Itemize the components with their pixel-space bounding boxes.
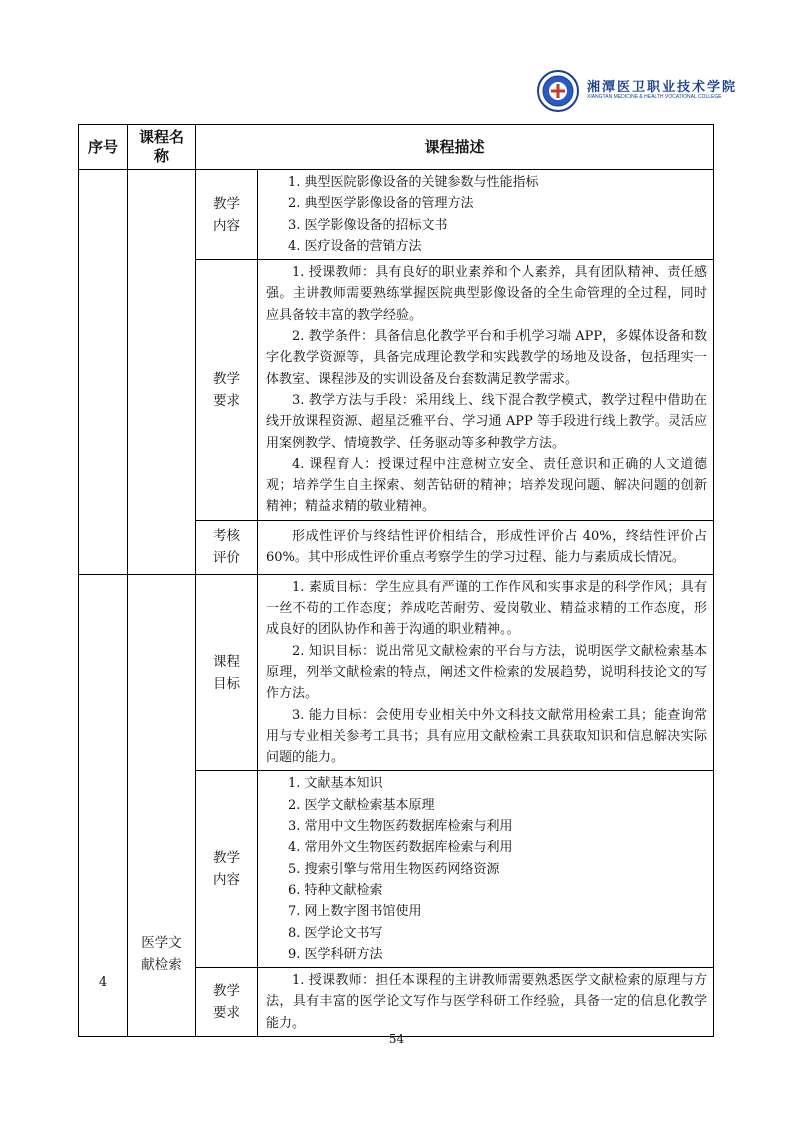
college-logo bbox=[535, 70, 738, 112]
block2-objectives-text bbox=[258, 574, 714, 771]
list-item: 2. 典型医学影像设备的管理方法 bbox=[288, 196, 474, 212]
block1-assessment-label: 考核评价 bbox=[196, 520, 258, 574]
list-item: 7. 网上数字图书馆使用 bbox=[288, 904, 422, 920]
paragraph: 4. 课程育人：授课过程中注意树立安全、责任意识和正确的人文道德观；培养学生自主探索、刻苦钻研的精神；培养发现问题、解决问题的创新精神；精益求精的敬业精神。 bbox=[266, 456, 707, 515]
paragraph: 3. 能力目标：会使用专业相关中外文科技文献常用检索工具；能查询常用与专业相关参考工具书；具有应用文献检索工具获取知识和信息解决实际问题的能力。 bbox=[266, 707, 707, 766]
list-item: 9. 医学科研方法 bbox=[288, 946, 383, 962]
block1-seq bbox=[79, 170, 128, 575]
paragraph: 3. 教学方法与手段：采用线上、线下混合教学模式，教学过程中借助在线开放课程资源、超星泛雅平台、学习通 APP 等手段进行线上教学。灵活应用案例教学、情境教学、任务驱动等多种教学方法。 bbox=[266, 392, 707, 451]
block1-name bbox=[128, 170, 196, 575]
list-item: 6. 特种文献检索 bbox=[288, 882, 383, 898]
block2-seq: 4 bbox=[79, 574, 128, 1036]
paragraph: 1. 素质目标：学生应具有严谨的工作作风和实事求是的科学作风；具有一丝不苟的工作态度；养成吃苦耐劳、爱岗敬业、精益求精的工作态度，形成良好的团队协作和善于沟通的职业精神。。 bbox=[266, 579, 707, 638]
college-english-name: XIANGTAN MEDICINE & HEALTH VOCATIONAL COLLEGE bbox=[587, 94, 722, 100]
list-item: 4. 医疗设备的营销方法 bbox=[288, 238, 422, 254]
block2-content-label: 教学内容 bbox=[196, 771, 258, 968]
list-item: 3. 医学影像设备的招标文书 bbox=[288, 217, 448, 233]
header-row bbox=[79, 125, 714, 170]
block2-content-list bbox=[258, 771, 714, 968]
block1-requirements-text bbox=[258, 260, 714, 521]
block1-content-list bbox=[258, 170, 714, 260]
paragraph: 2. 教学条件：具备信息化教学平台和手机学习端 APP，多媒体设备和数字化教学资源等，具备完成理论教学和实践教学的场地及设备，包括理实一体教室、课程涉及的实训设备及台套数满足教学需求。 bbox=[266, 329, 707, 387]
block1-content-row bbox=[79, 170, 714, 260]
list-item: 8. 医学论文书写 bbox=[288, 925, 383, 941]
list-item: 2. 医学文献检索基本原理 bbox=[288, 797, 435, 813]
list-item: 3. 常用中文生物医药数据库检索与利用 bbox=[288, 819, 513, 835]
block2-course-name: 医学文献检索 bbox=[128, 574, 196, 1036]
list-item: 4. 常用外文生物医药数据库检索与利用 bbox=[288, 840, 513, 856]
college-emblem-icon bbox=[537, 70, 579, 112]
list-item: 1. 文献基本知识 bbox=[288, 776, 383, 792]
page-number: 54 bbox=[388, 1032, 405, 1046]
paragraph: 1. 授课教师：具有良好的职业素养和个人素养，具有团队精神、责任感强。主讲教师需要熟练掌握医院典型影像设备的全生命管理的全过程，同时应具备较丰富的教学经验。 bbox=[266, 265, 707, 323]
list-item: 5. 搜索引擎与常用生物医药网络资源 bbox=[288, 861, 500, 877]
paragraph: 2. 知识目标：说出常见文献检索的平台与方法，说明医学文献检索基本原理，列举文献检索的特点，阐述文件检索的发展趋势，说明科技论文的写作方法。 bbox=[266, 643, 707, 702]
header-seq: 序号 bbox=[79, 125, 128, 170]
header-description: 课程描述 bbox=[196, 125, 714, 170]
block2-objectives-label: 课程目标 bbox=[196, 574, 258, 771]
block2-requirements-text: 1. 授课教师：担任本课程的主讲教师需要熟悉医学文献检索的原理与方法，具有丰富的医学论文写作与医学科研工作经验，具备一定的信息化教学能力。 bbox=[258, 968, 714, 1037]
course-table bbox=[78, 124, 714, 1037]
header-course-name: 课程名称 bbox=[128, 125, 196, 170]
college-name: 湘潭医卫职业技术学院 bbox=[587, 80, 738, 95]
block1-assessment-text: 形成性评价与终结性评价相结合，形成性评价占 40%，终结性评价占 60%。其中形成性评价重点考察学生的学习过程、能力与素质成长情况。 bbox=[258, 520, 714, 574]
block1-content-label: 教学内容 bbox=[196, 170, 258, 260]
block1-requirements-label: 教学要求 bbox=[196, 260, 258, 521]
list-item: 1. 典型医院影像设备的关键参数与性能指标 bbox=[288, 175, 539, 190]
block2-objectives-row bbox=[79, 574, 714, 771]
block2-requirements-label: 教学要求 bbox=[196, 968, 258, 1037]
